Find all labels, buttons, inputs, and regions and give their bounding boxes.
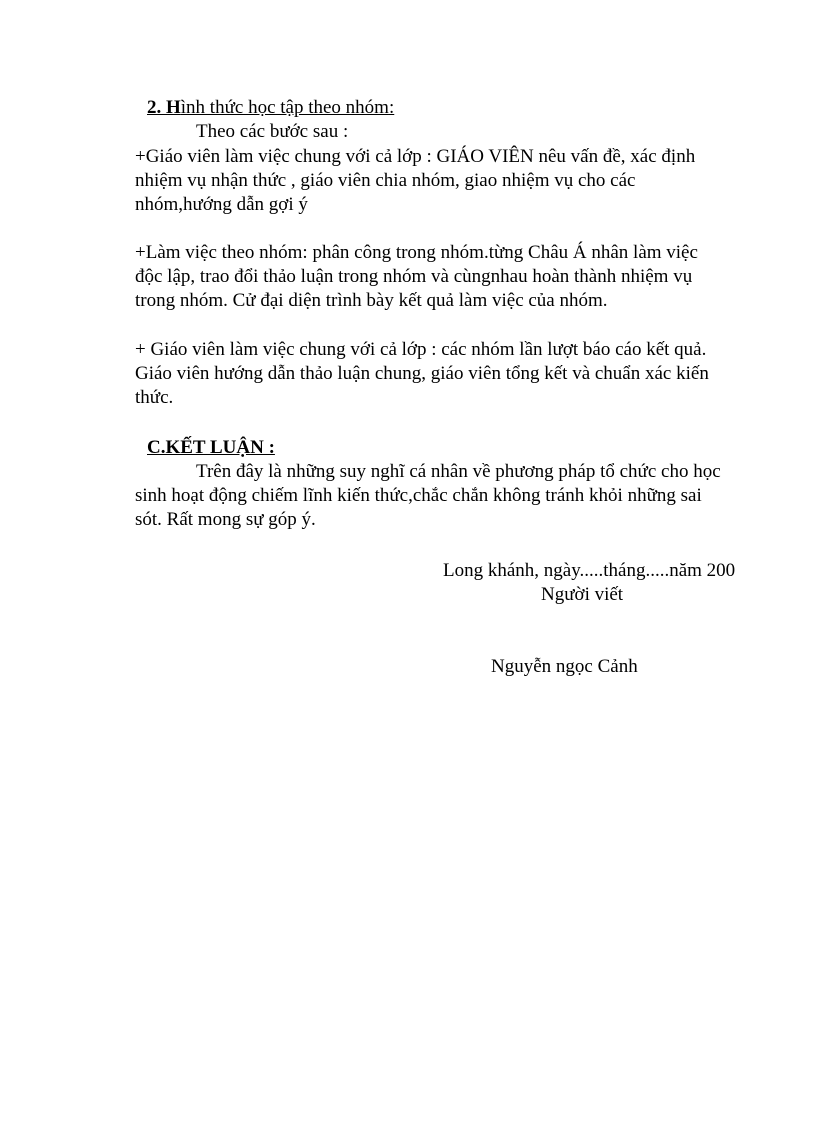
step-1-line: nhiệm vụ nhận thức , giáo viên chia nhóm, giao nhiệm vụ cho các (135, 170, 636, 191)
section-2-heading-text: ình thức học tập theo nhóm (180, 97, 389, 118)
step-1-line: +Giáo viên làm việc chung với cả lớp : GIÁO VIÊN nêu vấn đề, xác định (135, 146, 696, 167)
section-2-heading (147, 96, 394, 120)
signature-name: Nguyễn ngọc Cảnh (491, 656, 638, 677)
step-2-line: +Làm việc theo nhóm: phân công trong nhóm.từng Châu Á nhân làm việc (135, 242, 698, 263)
signature-role: Người viết (541, 584, 624, 605)
step-3-line: thức. (135, 387, 174, 408)
signature-place-date: Long khánh, ngày.....tháng.....năm 200 (443, 560, 736, 581)
conclusion-body-line: Trên đây là những suy nghĩ cá nhân về phương pháp tổ chức cho học (196, 461, 721, 482)
step-2-line: trong nhóm. Cử đại diện trình bày kết quả làm việc của nhóm. (135, 290, 608, 311)
step-3-line: Giáo viên hướng dẫn thảo luận chung, giáo viên tổng kết và chuẩn xác kiến (135, 363, 709, 384)
conclusion-body-line: sinh hoạt động chiếm lĩnh kiến thức,chắc chắn không tránh khỏi những sai (135, 485, 702, 506)
step-3-line: + Giáo viên làm việc chung với cả lớp : các nhóm lần lượt báo cáo kết quả. (135, 339, 707, 360)
conclusion-body-line: sót. Rất mong sự góp ý. (135, 509, 316, 530)
step-1-line: nhóm,hướng dẫn gợi ý (135, 194, 308, 215)
conclusion-heading: C.KẾT LUẬN : (147, 437, 275, 458)
step-2-line: độc lập, trao đổi thảo luận trong nhóm và cùngnhau hoàn thành nhiệm vụ (135, 266, 693, 287)
section-2-heading-colon: : (388, 97, 395, 118)
section-2-intro: Theo các bước sau : (196, 121, 349, 142)
section-2-heading-number: 2. H (147, 97, 181, 118)
